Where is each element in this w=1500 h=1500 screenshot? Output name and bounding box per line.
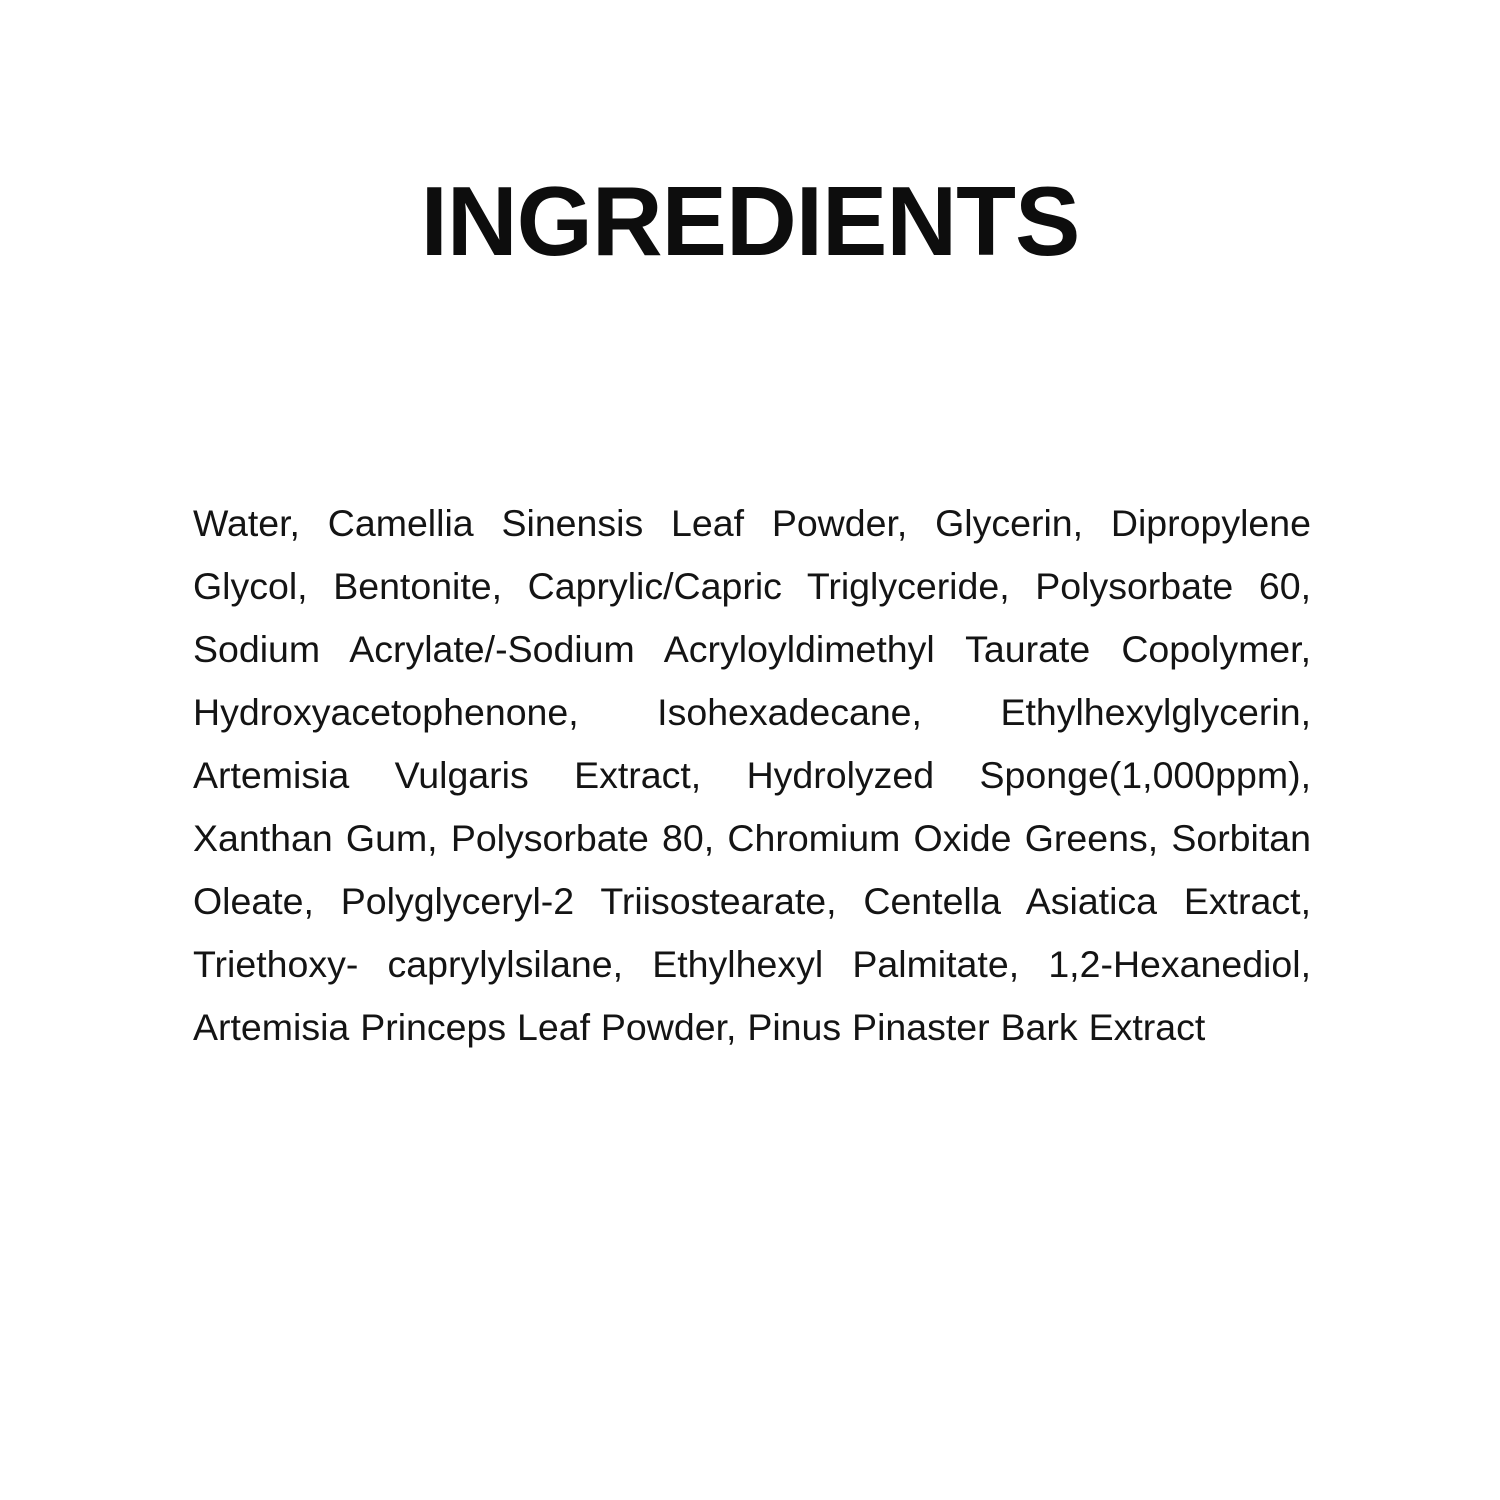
page-title: INGREDIENTS xyxy=(420,165,1080,276)
ingredients-section xyxy=(193,492,1311,1059)
ingredients-paragraph: Water, Camellia Sinensis Leaf Powder, Glycerin, Dipropylene Glycol, Bentonite, Caprylic/Capric Triglyceride, Polysorbate 60, Sodium Acrylate/-Sodium Acryloyldimethyl Taurate Copolymer, Hydroxyacetophenone, Isohexadecane, Ethylhexylglycerin, Artemisia Vulgaris Extract, Hydrolyzed Sponge(1,000ppm), Xanthan Gum, Polysorbate 80, Chromium Oxide Greens, Sorbitan Oleate, Polyglyceryl-2 Triisostearate, Centella Asiatica Extract, Triethoxy- caprylylsilane, Ethylhexyl Palmitate, 1,2-Hexanediol, Artemisia Princeps Leaf Powder, Pinus Pinaster Bark Extract xyxy=(193,502,1311,1048)
